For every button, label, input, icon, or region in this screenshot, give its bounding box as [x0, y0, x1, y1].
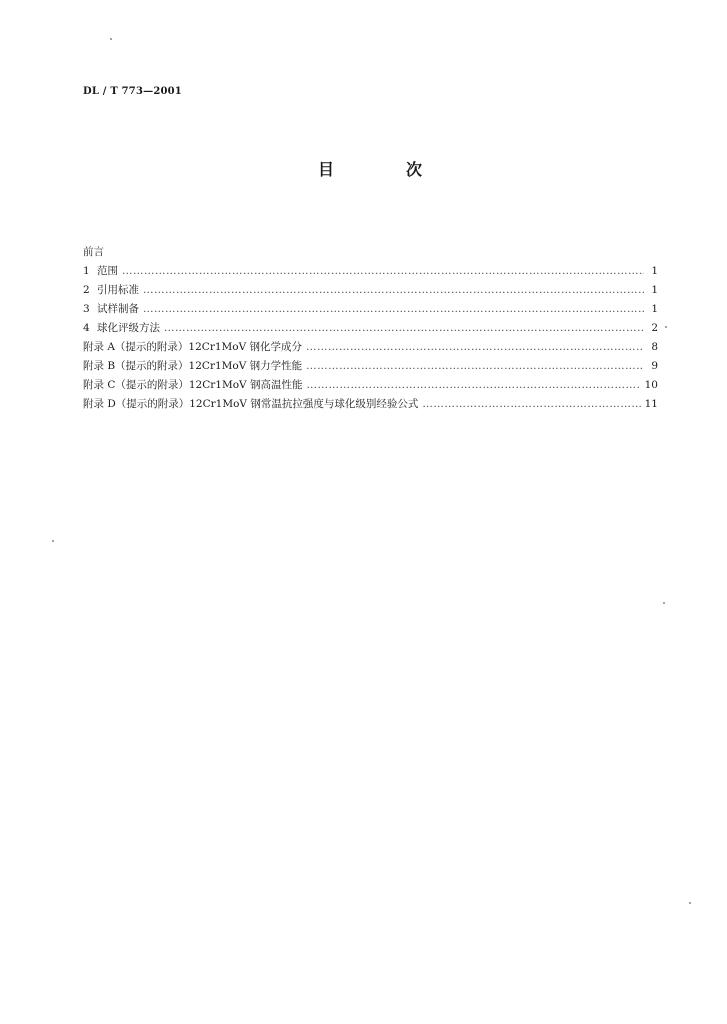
- toc-entry-4[interactable]: [83, 319, 658, 338]
- toc-entry-page: 11: [644, 398, 658, 410]
- toc-entry-number: 3: [83, 303, 90, 315]
- toc-entry-appendix-d[interactable]: [83, 395, 658, 414]
- scan-speck: [689, 902, 691, 904]
- toc-entry-page: 8: [651, 341, 658, 353]
- toc-entry-number: 1: [83, 265, 90, 277]
- toc-leader-dots: [143, 281, 644, 300]
- toc-entry-label: [83, 281, 139, 300]
- toc-entry-page: 9: [651, 360, 658, 372]
- toc-entry-page: 2: [651, 322, 658, 334]
- toc-entry-label: 附录 A（提示的附录）12Cr1MoV 钢化学成分: [83, 341, 303, 353]
- scan-speck: [52, 540, 54, 542]
- toc-entry-page: 1: [651, 265, 658, 277]
- toc-entry-2[interactable]: [83, 281, 658, 300]
- toc-entry-number: 4: [83, 322, 90, 334]
- scan-speck: [665, 326, 667, 328]
- toc-entry-3[interactable]: [83, 300, 658, 319]
- toc-entry-number: 2: [83, 284, 90, 296]
- toc-entry-text: 试样制备: [97, 303, 139, 315]
- toc-entry-label: 附录 C（提示的附录）12Cr1MoV 钢高温性能: [83, 379, 303, 391]
- toc-leader-dots: [164, 319, 644, 338]
- toc-entry-text: 球化评级方法: [97, 322, 160, 334]
- toc-leader-dots: [306, 338, 644, 357]
- toc-entry-page: 1: [651, 303, 658, 315]
- toc-entry-page: 1: [651, 284, 658, 296]
- toc-leader-dots: [143, 300, 644, 319]
- toc-entry-text: 引用标准: [97, 284, 139, 296]
- toc-entry-appendix-b[interactable]: [83, 357, 658, 376]
- table-of-contents: [83, 243, 658, 414]
- toc-entry-1[interactable]: [83, 262, 658, 281]
- toc-entry-appendix-c[interactable]: [83, 376, 658, 395]
- toc-title-char-2: 次: [405, 160, 422, 179]
- toc-entry-label: 附录 D（提示的附录）12Cr1MoV 钢常温抗拉强度与球化级别经验公式: [83, 398, 419, 410]
- toc-entry-appendix-a[interactable]: [83, 338, 658, 357]
- toc-entry-label: [83, 319, 160, 338]
- toc-title: [318, 157, 422, 180]
- toc-leader-dots: [306, 357, 644, 376]
- toc-preface[interactable]: 前言: [83, 246, 104, 258]
- toc-leader-dots: [422, 395, 640, 414]
- toc-leader-dots: [306, 376, 640, 395]
- toc-entry-label: 附录 B（提示的附录）12Cr1MoV 钢力学性能: [83, 360, 303, 372]
- scan-speck: [110, 38, 112, 40]
- toc-title-char-1: 目: [318, 160, 335, 179]
- standard-number: DL / T 773—2001: [83, 86, 182, 97]
- toc-entry-page: 10: [644, 379, 658, 391]
- toc-entry-text: 范围: [97, 265, 118, 277]
- toc-leader-dots: [122, 262, 644, 281]
- toc-entry-label: [83, 262, 118, 281]
- scan-speck: [663, 602, 665, 604]
- toc-entry-label: [83, 300, 139, 319]
